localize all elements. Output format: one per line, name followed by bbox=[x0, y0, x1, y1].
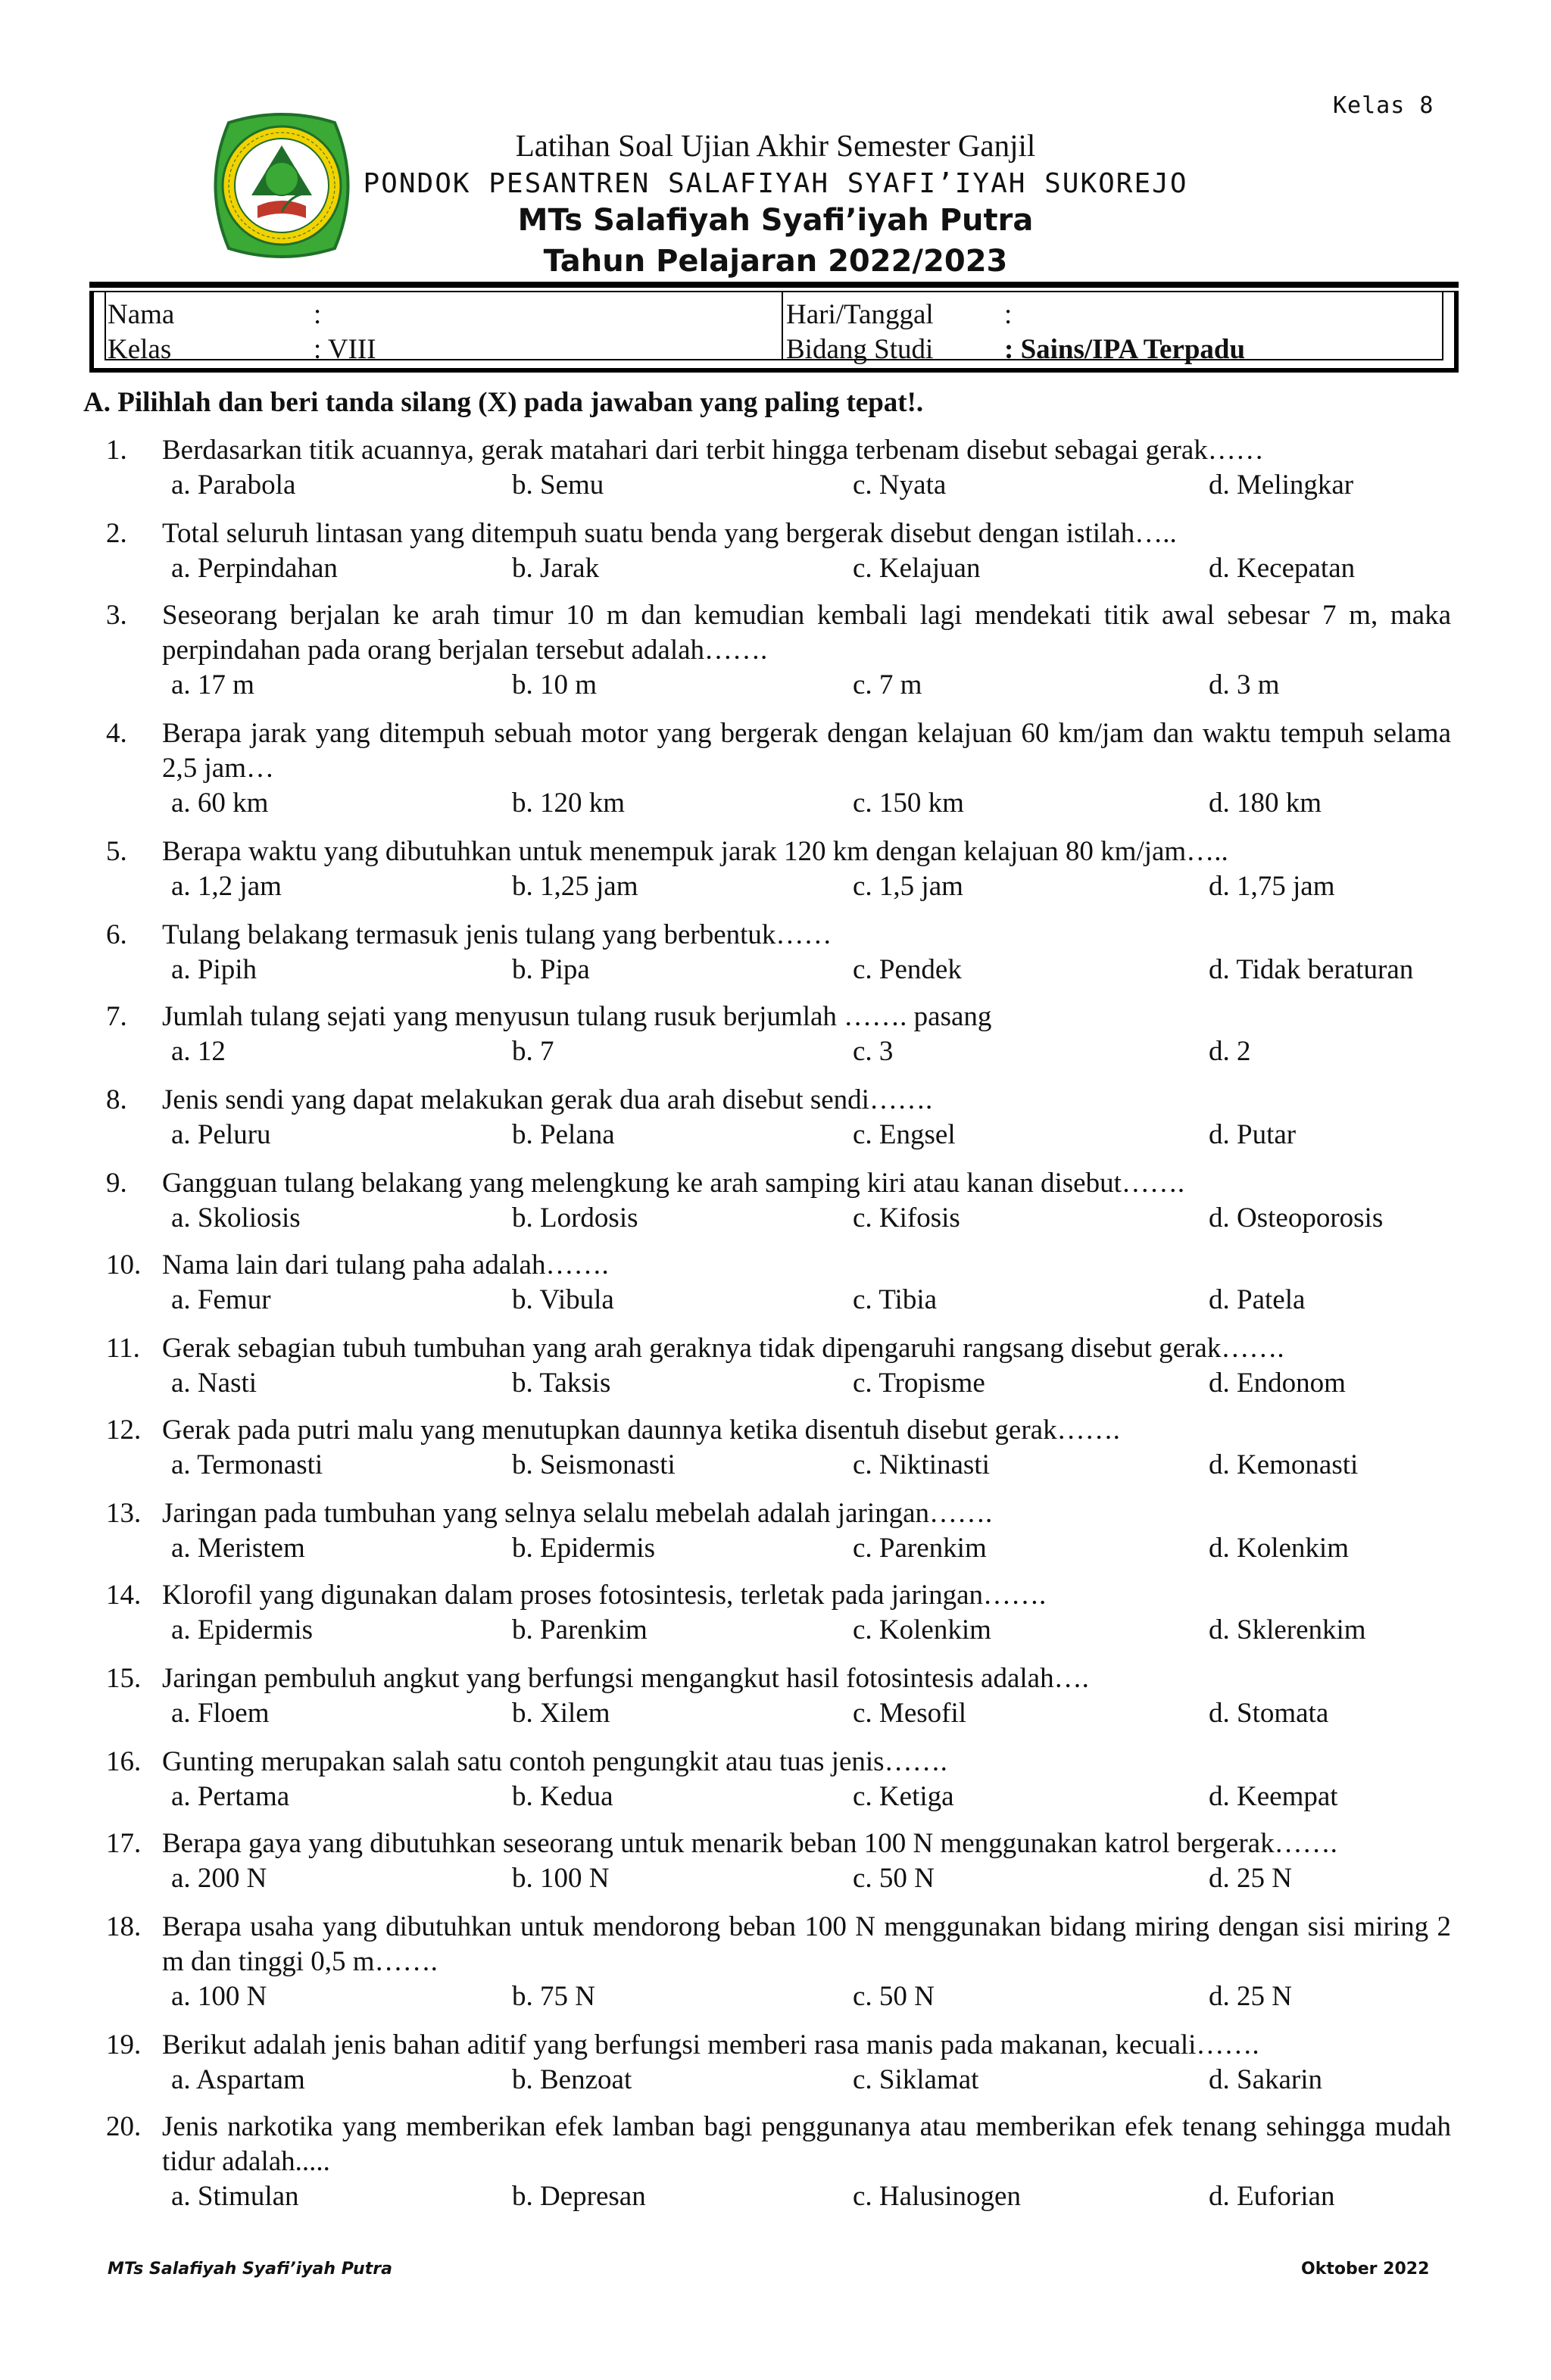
question-item bbox=[106, 2110, 1451, 2214]
option-d[interactable]: d. Putar bbox=[1209, 1119, 1297, 1150]
option-a[interactable]: a. Pertama bbox=[171, 1781, 290, 1812]
question-item bbox=[106, 516, 1451, 586]
option-b[interactable]: b. Epidermis bbox=[512, 1533, 656, 1564]
question-item bbox=[106, 1083, 1451, 1153]
question-number: 8. bbox=[106, 1084, 127, 1115]
option-d[interactable]: d. Sakarin bbox=[1209, 2064, 1323, 2095]
option-d[interactable]: d. 180 km bbox=[1209, 788, 1322, 819]
answer-options bbox=[106, 1366, 1451, 1401]
madrasah-name: MTs Salafiyah Syafi’iyah Putra bbox=[517, 203, 1034, 238]
answer-options bbox=[106, 551, 1451, 586]
question-item bbox=[106, 1826, 1451, 1896]
nama-label: Nama bbox=[108, 299, 175, 330]
option-a[interactable]: a. Epidermis bbox=[171, 1614, 314, 1645]
option-c[interactable]: c. Niktinasti bbox=[853, 1449, 990, 1480]
answer-options bbox=[106, 1118, 1451, 1153]
question-item bbox=[106, 1578, 1451, 1648]
option-b[interactable]: b. Kedua bbox=[512, 1781, 613, 1812]
option-c[interactable]: c. Tibia bbox=[853, 1284, 938, 1315]
question-item bbox=[106, 1745, 1451, 1814]
option-d[interactable]: d. Endonom bbox=[1209, 1368, 1346, 1399]
option-d[interactable]: d. 25 N bbox=[1209, 1981, 1292, 2012]
option-b[interactable]: b. Taksis bbox=[512, 1368, 611, 1399]
question-text: Jaringan pembuluh angkut yang berfungsi mengangkut hasil fotosintesis adalah…. bbox=[162, 1663, 1089, 1694]
answer-options bbox=[106, 869, 1451, 904]
question-text: Jumlah tulang sejati yang menyusun tulang rusuk berjumlah ……. pasang bbox=[162, 1001, 992, 1032]
option-a[interactable]: a. 1,2 jam bbox=[171, 871, 282, 902]
footer-date: Oktober 2022 bbox=[1301, 2260, 1430, 2279]
option-c[interactable]: c. 150 km bbox=[853, 788, 964, 819]
question-text: Jenis sendi yang dapat melakukan gerak dua arah disebut sendi……. bbox=[162, 1084, 933, 1115]
question-text: Gangguan tulang belakang yang melengkung ke arah samping kiri atau kanan disebut……. bbox=[162, 1168, 1185, 1199]
option-c[interactable]: c. Siklamat bbox=[853, 2064, 979, 2095]
question-text: Berdasarkan titik acuannya, gerak matahari dari terbit hingga terbenam disebut sebagai gerak…… bbox=[162, 435, 1264, 466]
question-text: Berapa waktu yang dibutuhkan untuk menempuk jarak 120 km dengan kelajuan 80 km/jam….. bbox=[162, 836, 1228, 867]
question-item bbox=[106, 1166, 1451, 1236]
option-b[interactable]: b. Semu bbox=[512, 469, 604, 501]
option-d[interactable]: d. Kolenkim bbox=[1209, 1533, 1349, 1564]
option-a[interactable]: a. Peluru bbox=[171, 1119, 271, 1150]
option-a[interactable]: a. Skoliosis bbox=[171, 1202, 301, 1234]
question-text: Total seluruh lintasan yang ditempuh suatu benda yang bergerak disebut dengan istilah….. bbox=[162, 518, 1177, 549]
question-item bbox=[106, 2028, 1451, 2098]
option-b[interactable]: b. 7 bbox=[512, 1036, 554, 1067]
question-number: 20. bbox=[106, 2111, 142, 2142]
option-c[interactable]: c. Pendek bbox=[853, 954, 962, 985]
option-d[interactable]: d. Tidak beraturan bbox=[1209, 954, 1414, 985]
option-b[interactable]: b. Pipa bbox=[512, 954, 590, 985]
school-name: PONDOK PESANTREN SALAFIYAH SYAFI’IYAH SUKOREJO bbox=[363, 168, 1188, 199]
option-b[interactable]: b. Vibula bbox=[512, 1284, 614, 1315]
question-number: 3. bbox=[106, 600, 127, 631]
option-c[interactable]: c. Engsel bbox=[853, 1119, 956, 1150]
option-a[interactable]: a. Floem bbox=[171, 1698, 270, 1729]
question-item bbox=[106, 1496, 1451, 1566]
option-a[interactable]: a. 12 bbox=[171, 1036, 226, 1067]
option-c[interactable]: c. 50 N bbox=[853, 1863, 935, 1894]
option-a[interactable]: a. 60 km bbox=[171, 788, 269, 819]
option-c[interactable]: c. 7 m bbox=[853, 669, 922, 700]
option-a[interactable]: a. Meristem bbox=[171, 1533, 305, 1564]
question-text: Gerak sebagian tubuh tumbuhan yang arah geraknya tidak dipengaruhi rangsang disebut gerak……. bbox=[162, 1333, 1284, 1364]
option-b[interactable]: b. Benzoat bbox=[512, 2064, 632, 2095]
question-number: 6. bbox=[106, 919, 127, 950]
option-d[interactable]: d. Kecepatan bbox=[1209, 553, 1356, 584]
question-number: 2. bbox=[106, 518, 127, 549]
option-b[interactable]: b. 120 km bbox=[512, 788, 626, 819]
answer-options bbox=[106, 1034, 1451, 1069]
answer-options bbox=[106, 468, 1451, 503]
academic-year: Tahun Pelajaran 2022/2023 bbox=[543, 244, 1008, 279]
question-number: 10. bbox=[106, 1249, 142, 1280]
option-d[interactable]: d. 1,75 jam bbox=[1209, 871, 1335, 902]
hari-label: Hari/Tanggal bbox=[786, 299, 934, 330]
option-a[interactable]: a. Termonasti bbox=[171, 1449, 323, 1480]
option-a[interactable]: a. Femur bbox=[171, 1284, 271, 1315]
answer-options bbox=[106, 2179, 1451, 2214]
question-item bbox=[106, 1000, 1451, 1069]
footer-school: MTs Salafiyah Syafi’iyah Putra bbox=[108, 2260, 392, 2279]
kelas-label: Kelas bbox=[108, 334, 172, 365]
question-number: 9. bbox=[106, 1168, 127, 1199]
option-c[interactable]: c. Kelajuan bbox=[853, 553, 981, 584]
option-c[interactable]: c. 50 N bbox=[853, 1981, 935, 2012]
question-number: 16. bbox=[106, 1746, 142, 1777]
option-c[interactable]: c. Mesofil bbox=[853, 1698, 967, 1729]
option-d[interactable]: d. Patela bbox=[1209, 1284, 1306, 1315]
question-text: Jenis narkotika yang memberikan efek lamban bagi penggunanya atau memberikan efek tenang sehingga mudah tidur adalah..... bbox=[162, 2111, 1451, 2177]
exam-title: Latihan Soal Ujian Akhir Semester Ganjil bbox=[515, 128, 1036, 163]
question-number: 18. bbox=[106, 1911, 142, 1942]
answer-options bbox=[106, 668, 1451, 703]
answer-options bbox=[106, 1531, 1451, 1566]
question-number: 11. bbox=[106, 1333, 140, 1364]
question-number: 7. bbox=[106, 1001, 127, 1032]
question-item bbox=[106, 834, 1451, 904]
option-a[interactable]: a. Perpindahan bbox=[171, 553, 338, 584]
option-b[interactable]: b. Depresan bbox=[512, 2181, 646, 2212]
option-d[interactable]: d. 3 m bbox=[1209, 669, 1280, 700]
answer-options bbox=[106, 1979, 1451, 2014]
question-item bbox=[106, 1413, 1451, 1483]
option-b[interactable]: b. Parenkim bbox=[512, 1614, 648, 1645]
question-item bbox=[106, 1331, 1451, 1401]
option-d[interactable]: d. Keempat bbox=[1209, 1781, 1338, 1812]
bidang-label: Bidang Studi bbox=[786, 334, 934, 365]
option-c[interactable]: c. 3 bbox=[853, 1036, 894, 1067]
question-item bbox=[106, 716, 1451, 821]
answer-options bbox=[106, 1448, 1451, 1483]
option-d[interactable]: d. Melingkar bbox=[1209, 469, 1354, 501]
option-b[interactable]: b. 1,25 jam bbox=[512, 871, 638, 902]
answer-options bbox=[106, 1696, 1451, 1731]
question-text: Gerak pada putri malu yang menutupkan daunnya ketika disentuh disebut gerak……. bbox=[162, 1415, 1120, 1446]
bidang-value: : Sains/IPA Terpadu bbox=[1004, 334, 1246, 365]
option-b[interactable]: b. Xilem bbox=[512, 1698, 610, 1729]
option-b[interactable]: b. Seismonasti bbox=[512, 1449, 676, 1480]
option-d[interactable]: d. 2 bbox=[1209, 1036, 1251, 1067]
question-number: 14. bbox=[106, 1580, 142, 1611]
answer-options bbox=[106, 1613, 1451, 1648]
question-text: Seseorang berjalan ke arah timur 10 m dan kemudian kembali lagi mendekati titik awal sebesar 7 m, maka perpindahan pada orang berjalan tersebut adalah……. bbox=[162, 600, 1451, 666]
option-d[interactable]: d. Euforian bbox=[1209, 2181, 1335, 2212]
option-b[interactable]: b. 75 N bbox=[512, 1981, 595, 2012]
option-a[interactable]: a. Pipih bbox=[171, 954, 257, 985]
answer-options bbox=[106, 1201, 1451, 1236]
question-number: 17. bbox=[106, 1828, 142, 1859]
question-text: Jaringan pada tumbuhan yang selnya selalu mebelah adalah jaringan……. bbox=[162, 1498, 993, 1529]
question-item bbox=[106, 1910, 1451, 2014]
option-a[interactable]: a. Stimulan bbox=[171, 2181, 299, 2212]
question-item bbox=[106, 1248, 1451, 1318]
option-a[interactable]: a. Parabola bbox=[171, 469, 296, 501]
question-text: Klorofil yang digunakan dalam proses fotosintesis, terletak pada jaringan……. bbox=[162, 1580, 1047, 1611]
question-number: 4. bbox=[106, 718, 127, 749]
question-text: Tulang belakang termasuk jenis tulang yang berbentuk…… bbox=[162, 919, 832, 950]
question-text: Gunting merupakan salah satu contoh pengungkit atau tuas jenis……. bbox=[162, 1746, 947, 1777]
question-number: 5. bbox=[106, 836, 127, 867]
question-item bbox=[106, 1661, 1451, 1731]
answer-options bbox=[106, 2063, 1451, 2098]
option-c[interactable]: c. Kifosis bbox=[853, 1202, 960, 1234]
option-b[interactable]: b. Pelana bbox=[512, 1119, 615, 1150]
question-number: 12. bbox=[106, 1415, 142, 1446]
student-info-box bbox=[89, 292, 1459, 373]
question-item bbox=[106, 598, 1451, 703]
question-text: Nama lain dari tulang paha adalah……. bbox=[162, 1249, 609, 1280]
answer-options bbox=[106, 953, 1451, 987]
option-c[interactable]: c. Parenkim bbox=[853, 1533, 987, 1564]
option-d[interactable]: d. Osteoporosis bbox=[1209, 1202, 1384, 1234]
question-number: 13. bbox=[106, 1498, 142, 1529]
answer-options bbox=[106, 1861, 1451, 1896]
question-text: Berapa usaha yang dibutuhkan untuk mendorong beban 100 N menggunakan bidang miring dengan sisi miring 2 m dan tinggi 0,5 m……. bbox=[162, 1911, 1451, 1977]
section-a-instruction: A. Pilihlah dan beri tanda silang (X) pada jawaban yang paling tepat!. bbox=[83, 387, 924, 418]
option-c[interactable]: c. Nyata bbox=[853, 469, 947, 501]
option-d[interactable]: d. Kemonasti bbox=[1209, 1449, 1359, 1480]
kelas-value: : VIII bbox=[314, 334, 376, 365]
question-item bbox=[106, 433, 1451, 503]
question-text: Berapa gaya yang dibutuhkan seseorang untuk menarik beban 100 N menggunakan katrol bergerak……. bbox=[162, 1828, 1337, 1859]
hari-field[interactable]: : bbox=[1004, 299, 1013, 330]
question-text: Berikut adalah jenis bahan aditif yang berfungsi memberi rasa manis pada makanan, kecuali……. bbox=[162, 2029, 1259, 2060]
info-divider bbox=[782, 292, 783, 359]
option-d[interactable]: d. Sklerenkim bbox=[1209, 1614, 1366, 1645]
nama-field[interactable]: : bbox=[314, 299, 322, 330]
option-c[interactable]: c. Kolenkim bbox=[853, 1614, 991, 1645]
option-a[interactable]: a. 200 N bbox=[171, 1863, 267, 1894]
question-item bbox=[106, 918, 1451, 987]
option-c[interactable]: c. Halusinogen bbox=[853, 2181, 1021, 2212]
option-d[interactable]: d. Stomata bbox=[1209, 1698, 1329, 1729]
question-number: 19. bbox=[106, 2029, 142, 2060]
option-a[interactable]: a. Aspartam bbox=[171, 2064, 305, 2095]
option-a[interactable]: a. 17 m bbox=[171, 669, 254, 700]
answer-options bbox=[106, 1283, 1451, 1318]
option-b[interactable]: b. 100 N bbox=[512, 1863, 610, 1894]
option-d[interactable]: d. 25 N bbox=[1209, 1863, 1292, 1894]
option-b[interactable]: b. 10 m bbox=[512, 669, 598, 700]
question-number: 15. bbox=[106, 1663, 142, 1694]
kelas-tag: Kelas 8 bbox=[1333, 92, 1434, 119]
option-b[interactable]: b. Lordosis bbox=[512, 1202, 638, 1234]
answer-options bbox=[106, 1780, 1451, 1814]
answer-options bbox=[106, 786, 1451, 821]
question-number: 1. bbox=[106, 435, 127, 466]
option-a[interactable]: a. Nasti bbox=[171, 1368, 257, 1399]
question-text: Berapa jarak yang ditempuh sebuah motor yang bergerak dengan kelajuan 60 km/jam dan waktu tempuh selama 2,5 jam… bbox=[162, 718, 1451, 784]
option-c[interactable]: c. Ketiga bbox=[853, 1781, 954, 1812]
option-c[interactable]: c. 1,5 jam bbox=[853, 871, 963, 902]
option-c[interactable]: c. Tropisme bbox=[853, 1368, 985, 1399]
header-rule bbox=[89, 282, 1459, 288]
option-b[interactable]: b. Jarak bbox=[512, 553, 600, 584]
option-a[interactable]: a. 100 N bbox=[171, 1981, 267, 2012]
